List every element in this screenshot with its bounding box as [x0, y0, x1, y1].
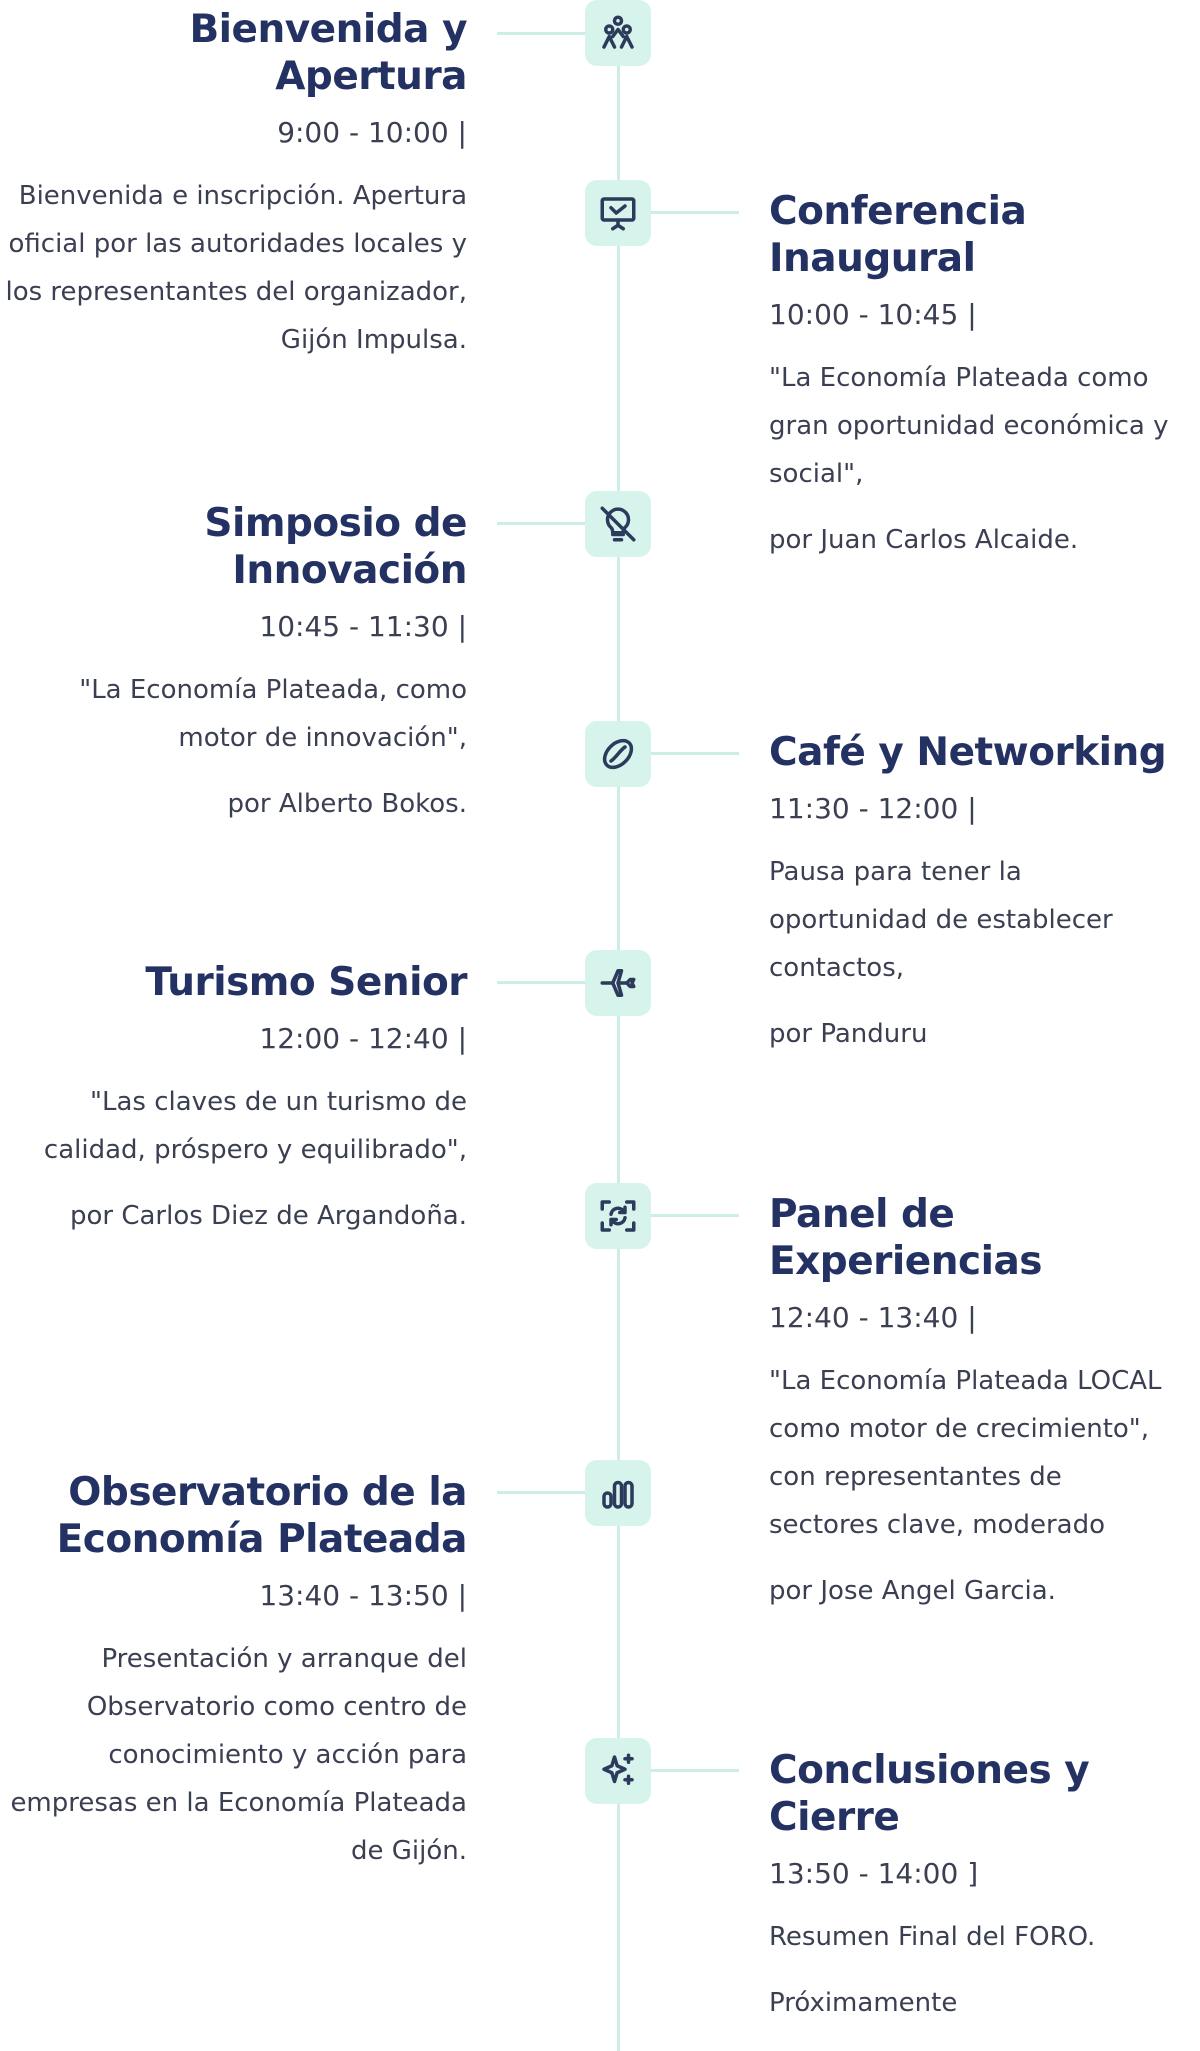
coffee-bean-icon	[585, 721, 651, 787]
event-speaker: por Alberto Bokos.	[227, 789, 467, 819]
event-time: 11:30 - 12:00 |	[769, 792, 977, 825]
event-speaker: por Jose Angel Garcia.	[769, 1576, 1056, 1606]
event-time: 10:00 - 10:45 |	[769, 298, 977, 331]
event-time: 12:40 - 13:40 |	[769, 1301, 977, 1334]
people-icon	[585, 0, 651, 66]
event-description: Presentación y arranque del Observatorio como centro de conocimiento y acción para empresas en la Economía Plateada de Gijón.	[10, 1644, 467, 1866]
event-description: "Las claves de un turismo de calidad, próspero y equilibrado",	[43, 1087, 467, 1165]
event-title: Bienvenida y Apertura	[189, 7, 467, 99]
event-time: 9:00 - 10:00 |	[277, 116, 467, 149]
event-time: 10:45 - 11:30 |	[259, 610, 467, 643]
event-title: Conferencia Inaugural	[769, 189, 1027, 281]
event-time: 12:00 - 12:40 |	[259, 1022, 467, 1055]
event-conferencia	[769, 188, 1169, 564]
event-description: "La Economía Plateada como gran oportunidad económica y social",	[769, 363, 1169, 489]
event-speaker: por Juan Carlos Alcaide.	[769, 525, 1079, 555]
event-title: Simposio de Innovación	[204, 501, 467, 593]
event-speaker: Próximamente	[769, 1988, 958, 2018]
event-time: 13:50 - 14:00 ]	[769, 1857, 979, 1890]
event-description: Bienvenida e inscripción. Apertura oficial por las autoridades locales y los representantes del organizador, Gijón Impulsa.	[5, 181, 467, 355]
event-time: 13:40 - 13:50 |	[259, 1579, 467, 1612]
bar-chart-icon	[585, 1460, 651, 1526]
lightbulb-off-icon	[585, 491, 651, 557]
event-description: "La Economía Plateada LOCAL como motor de crecimiento", con representantes de sectores clave, moderado	[769, 1366, 1162, 1540]
event-speaker: por Carlos Diez de Argandoña.	[69, 1201, 467, 1231]
connector	[497, 522, 587, 525]
connector	[497, 1491, 587, 1494]
plane-icon	[585, 950, 651, 1016]
event-title: Turismo Senior	[145, 960, 467, 1005]
event-description: Resumen Final del FORO.	[769, 1922, 1096, 1952]
event-panel	[769, 1191, 1169, 1615]
event-title: Café y Networking	[769, 730, 1167, 775]
event-title: Conclusiones y Cierre	[769, 1748, 1090, 1840]
event-simposio	[0, 500, 467, 828]
connector	[649, 1214, 739, 1217]
connector	[649, 211, 739, 214]
event-title: Observatorio de la Economía Plateada	[56, 1470, 467, 1562]
event-description: "La Economía Plateada, como motor de innovación",	[79, 675, 467, 753]
presentation-icon	[585, 180, 651, 246]
event-speaker: por Panduru	[769, 1019, 928, 1049]
connector	[497, 32, 587, 35]
connector	[497, 981, 587, 984]
event-conclusiones	[769, 1747, 1169, 2027]
event-cafe	[769, 729, 1169, 1058]
event-observatorio	[0, 1469, 467, 1875]
event-description: Pausa para tener la oportunidad de establecer contactos,	[769, 857, 1113, 983]
focus-refresh-icon	[585, 1183, 651, 1249]
connector	[649, 752, 739, 755]
connector	[649, 1769, 739, 1772]
event-title: Panel de Experiencias	[769, 1192, 1042, 1284]
sparkles-icon	[585, 1738, 651, 1804]
event-bienvenida	[0, 6, 467, 364]
event-turismo	[0, 959, 467, 1240]
